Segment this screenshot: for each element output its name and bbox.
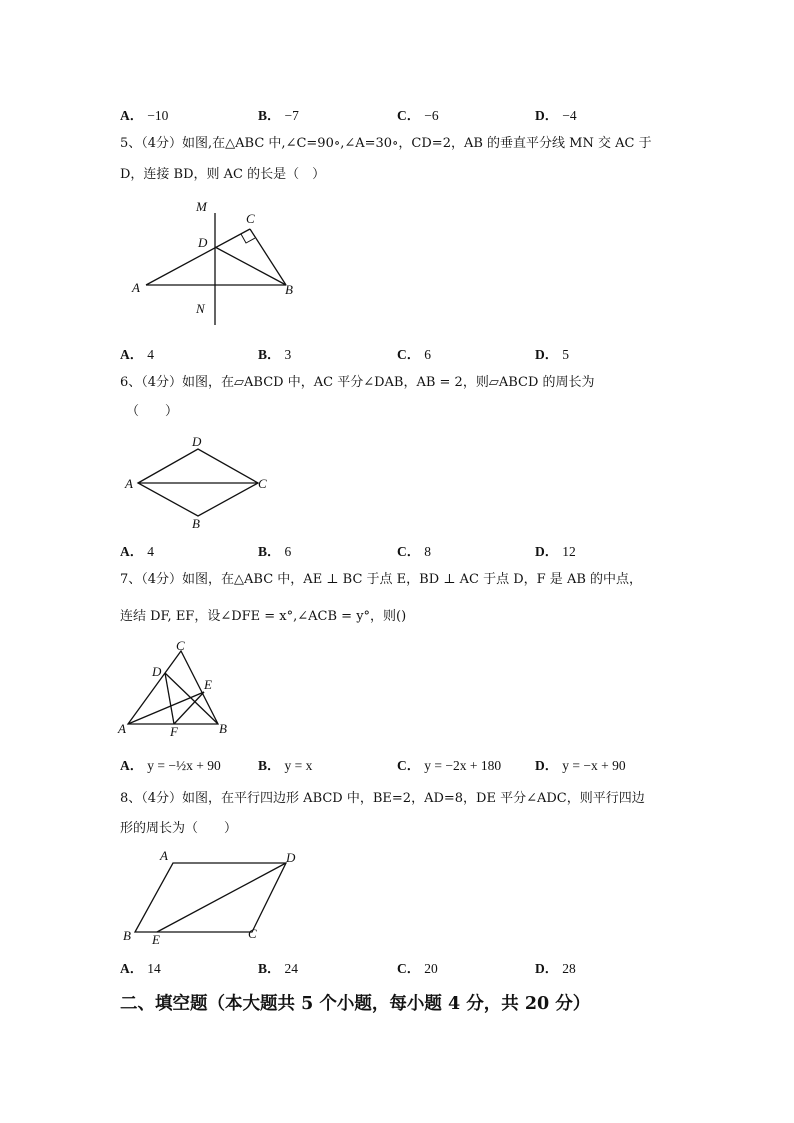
section-2-heading: 二、填空题（本大题共 5 个小题，每小题 4 分，共 20 分） xyxy=(120,994,591,1014)
q8-option-a: A． 14 xyxy=(120,961,161,976)
q6-figure xyxy=(120,432,280,532)
q7-stem-line2: 连结 DF, EF，设∠DFE = x°,∠ACB = y°，则() xyxy=(120,609,407,624)
q5-label-b: B xyxy=(285,282,293,297)
q5-figure xyxy=(128,195,328,330)
q7-label-c: C xyxy=(176,640,185,653)
q6-option-c: C． 8 xyxy=(397,544,431,559)
q7-stem-line1: 7、（4分）如图，在△ABC 中，AE ⊥ BC 于点 E，BD ⊥ AC 于点 D，F 是 AB 的中点， xyxy=(120,572,643,587)
q5-label-c: C xyxy=(246,211,255,226)
q6-option-d: D． 12 xyxy=(535,544,576,559)
q5-option-d: D． 5 xyxy=(535,347,569,362)
q4-option-a: A． −10 xyxy=(120,108,169,123)
q8-label-a: A xyxy=(160,848,168,863)
q4-option-b: B． −7 xyxy=(258,108,299,123)
q7-option-c: C． y = −2x + 180 xyxy=(397,758,502,773)
q7-label-d: D xyxy=(152,664,162,679)
q5-label-m: M xyxy=(196,199,207,214)
q8-label-d: D xyxy=(286,850,296,865)
q8-stem-line1: 8、（4分）如图，在平行四边形 ABCD 中，BE=2，AD=8，DE 平分∠ADC，则平行四边 xyxy=(120,791,645,806)
q6-label-b: B xyxy=(192,516,200,531)
q5-label-d: D xyxy=(198,235,208,250)
q4-option-c: C． −6 xyxy=(397,108,439,123)
q8-stem-line2: 形的周长为（ ） xyxy=(120,821,238,836)
q7-label-b: B xyxy=(219,721,227,736)
q5-label-a: A xyxy=(132,280,140,295)
q6-option-a: A． 4 xyxy=(120,544,154,559)
q8-segment-de xyxy=(157,863,286,932)
q5-option-b: B． 3 xyxy=(258,347,292,362)
q8-parallelogram xyxy=(135,863,286,932)
q6-label-a: A xyxy=(125,476,133,491)
q7-option-a: A． y = −½x + 90 xyxy=(120,758,221,773)
q7-option-d: D． y = −x + 90 xyxy=(535,758,626,773)
q8-label-e: E xyxy=(152,932,160,947)
q5-right-angle-mark xyxy=(241,234,255,243)
q5-segment-bd xyxy=(215,247,286,285)
q7-label-e: E xyxy=(204,677,212,692)
q8-option-c: C． 20 xyxy=(397,961,438,976)
q5-stem-line2: D，连接 BD，则 AC 的长是（ ） xyxy=(120,167,326,182)
q6-stem-line1: 6、（4分）如图，在▱ABCD 中，AC 平分∠DAB，AB = 2，则▱ABCD 的周长为 xyxy=(120,375,595,390)
q7-figure xyxy=(116,640,236,740)
q5-label-n: N xyxy=(196,301,205,316)
q8-figure xyxy=(118,846,318,950)
q8-option-b: B． 24 xyxy=(258,961,299,976)
q8-label-c: C xyxy=(248,926,257,941)
q5-stem-line1: 5、（4分）如图,在△ABC 中,∠C=90∘,∠A=30∘，CD=2，AB 的垂直平分线 MN 交 AC 于 xyxy=(120,136,652,151)
q5-option-a: A． 4 xyxy=(120,347,154,362)
q7-option-b: B． y = x xyxy=(258,758,313,773)
q6-option-b: B． 6 xyxy=(258,544,292,559)
q6-stem-line2: （ ） xyxy=(126,404,179,419)
q7-label-f: F xyxy=(170,724,178,739)
q8-option-d: D． 28 xyxy=(535,961,576,976)
q8-label-b: B xyxy=(123,928,131,943)
q7-label-a: A xyxy=(118,721,126,736)
q6-label-c: C xyxy=(258,476,267,491)
q5-option-c: C． 6 xyxy=(397,347,431,362)
q4-option-d: D． −4 xyxy=(535,108,577,123)
q6-label-d: D xyxy=(192,434,202,449)
q5-side-cb xyxy=(250,229,286,285)
